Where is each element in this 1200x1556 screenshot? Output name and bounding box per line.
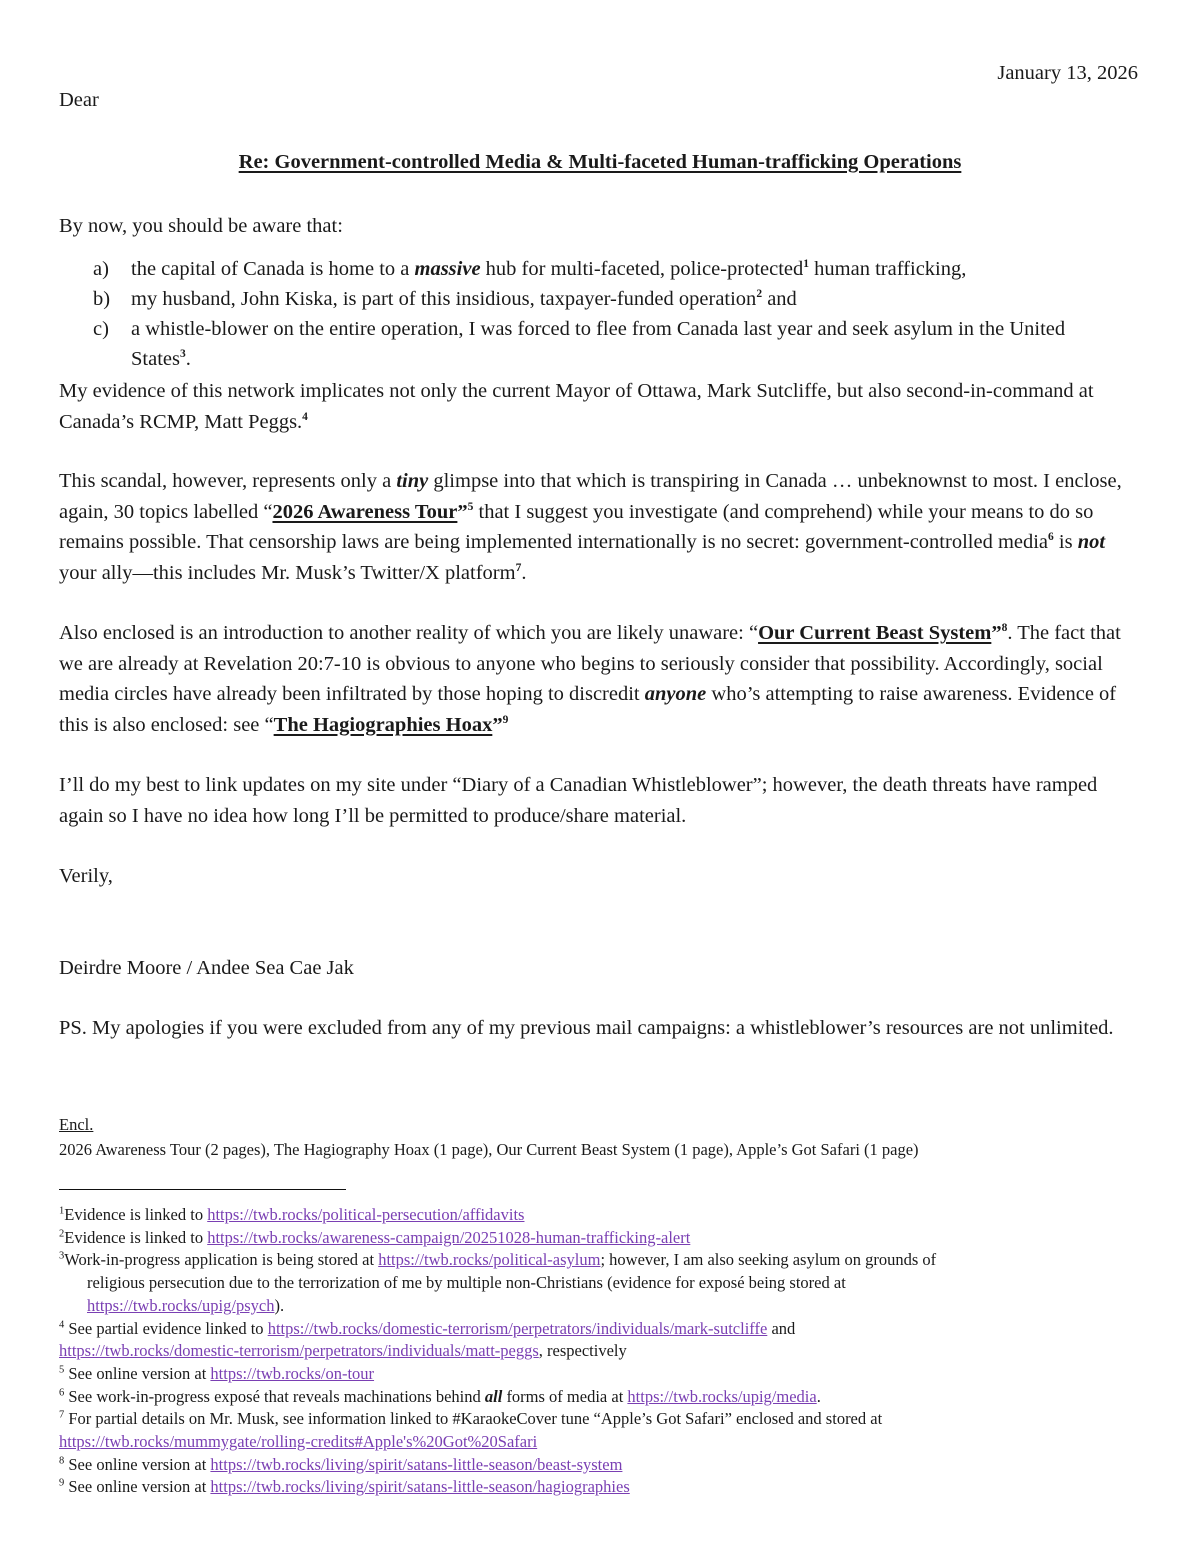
footnote-ref: 3 bbox=[179, 348, 186, 361]
enclosure-title: 2026 Awareness Tour bbox=[272, 500, 458, 523]
text-run: I’ll do my best to link updates on my site under “Diary of a Canadian Whistleblower”; however, the death threats have ramped again so I have no idea how long I’ll be permitted to produce/share material. bbox=[59, 774, 1098, 827]
text-run: my husband, John Kiska, is part of this insidious, taxpayer-funded operation bbox=[131, 288, 757, 310]
footnote-ref: 1 bbox=[803, 258, 810, 271]
text-run: See online version at bbox=[64, 1454, 211, 1474]
enclosure-title: The Hagiographies Hoax bbox=[273, 713, 493, 736]
footnote-5 bbox=[59, 1363, 1144, 1386]
text-run: forms of media at bbox=[502, 1386, 628, 1406]
awareness-list bbox=[93, 254, 1123, 374]
footnote-4-continued bbox=[59, 1340, 1144, 1363]
closing: Verily, bbox=[59, 865, 113, 887]
text-run: Evidence is linked to bbox=[64, 1227, 208, 1247]
footnote-ref: 5 bbox=[467, 500, 474, 513]
footnote-8 bbox=[59, 1454, 1144, 1477]
footnote-2 bbox=[59, 1227, 1144, 1250]
footnote-link[interactable]: https://twb.rocks/awareness-campaign/20251028-human-trafficking-alert bbox=[207, 1227, 691, 1247]
footnote-7-continued bbox=[59, 1431, 1144, 1454]
footnote-1 bbox=[59, 1204, 1144, 1227]
footnote-9 bbox=[59, 1476, 1144, 1499]
text-run: . The fact that we are already at Revelation 20:7-10 is obvious to anyone who begins to seriously consider that possibility. Accordingly, social media circles have already been infiltrated by those hoping to discredit bbox=[59, 622, 1121, 705]
text-run: ” bbox=[457, 500, 468, 523]
enclosure-list: 2026 Awareness Tour (2 pages), The Hagiography Hoax (1 page), Our Current Beast System (1 page), Apple’s Got Safari (1 page) bbox=[59, 1140, 919, 1159]
footnote-ref: 3 bbox=[59, 1250, 65, 1262]
footnote-4 bbox=[59, 1318, 1144, 1341]
text-run: human trafficking, bbox=[809, 258, 967, 280]
text-run: your ally—this includes Mr. Musk’s Twitter/X platform bbox=[59, 561, 516, 584]
footnote-ref: 4 bbox=[302, 410, 308, 423]
footnote-link[interactable]: https://twb.rocks/mummygate/rolling-credits#Apple's%20Got%20Safari bbox=[59, 1432, 538, 1452]
footnote-6 bbox=[59, 1386, 1144, 1409]
intro-paragraph: By now, you should be aware that: bbox=[59, 215, 343, 237]
footnote-ref: 4 bbox=[59, 1319, 65, 1331]
emphasis: not bbox=[1077, 531, 1106, 553]
updates-paragraph bbox=[59, 770, 1144, 831]
text-run: a whistle-blower on the entire operation, I was forced to flee from Canada last year and seek asylum in the United States bbox=[131, 318, 1066, 370]
text-run: religious persecution due to the terrorization of me by multiple non-Christians (evidence for exposé being stored at bbox=[87, 1273, 846, 1293]
footnote-ref: 2 bbox=[756, 288, 763, 301]
list-item bbox=[93, 254, 1123, 284]
footnote-ref: 9 bbox=[502, 713, 509, 726]
footnote-ref: 8 bbox=[59, 1455, 65, 1467]
signature: Deirdre Moore / Andee Sea Cae Jak bbox=[59, 957, 354, 979]
footnote-link[interactable]: https://twb.rocks/living/spirit/satans-little-season/beast-system bbox=[210, 1454, 623, 1474]
text-run: who’s attempting to raise awareness. Evidence of this is also enclosed: see “ bbox=[59, 683, 1117, 736]
text-run: that I suggest you investigate (and comprehend) while your means to do so remains possible. That censorship laws are being implemented internationally is no secret: government-controlled media bbox=[59, 500, 1094, 553]
footnote-ref: 2 bbox=[59, 1228, 65, 1240]
enclosure-title: Our Current Beast System bbox=[758, 622, 992, 644]
subject-line bbox=[0, 151, 1200, 174]
footnote-7 bbox=[59, 1408, 1144, 1431]
footnote-link[interactable]: https://twb.rocks/domestic-terrorism/perpetrators/individuals/matt-peggs bbox=[59, 1341, 539, 1361]
text-run: . bbox=[521, 561, 527, 584]
footnote-3 bbox=[59, 1249, 1144, 1272]
text-run: For partial details on Mr. Musk, see information linked to #KaraokeCover tune “Apple’s Got Safari” enclosed and stored at bbox=[64, 1409, 883, 1429]
text-run: My evidence of this network implicates not only the current Mayor of Ottawa, Mark Sutcliffe, but also second-in-command at Canada’s RCMP, Matt Peggs. bbox=[59, 380, 1094, 433]
text-run: ” bbox=[991, 622, 1002, 644]
footnote-link[interactable]: https://twb.rocks/political-persecution/affidavits bbox=[207, 1205, 525, 1224]
scandal-paragraph bbox=[59, 466, 1144, 588]
list-item-text bbox=[131, 284, 1123, 314]
text-run: ). bbox=[274, 1295, 285, 1315]
text-run: . bbox=[185, 348, 191, 370]
text-run: See online version at bbox=[64, 1363, 211, 1383]
text-run: . bbox=[816, 1386, 821, 1406]
evidence-paragraph bbox=[59, 376, 1144, 437]
text-run: See work-in-progress exposé that reveals machinations behind bbox=[64, 1386, 485, 1406]
enclosure-label: Encl. bbox=[59, 1115, 94, 1134]
list-item bbox=[93, 284, 1123, 314]
list-marker: a) bbox=[93, 258, 109, 280]
footnote-divider bbox=[59, 1189, 346, 1190]
footnote-ref: 6 bbox=[59, 1387, 65, 1399]
salutation: Dear bbox=[59, 89, 99, 111]
footnote-link[interactable]: https://twb.rocks/living/spirit/satans-little-season/hagiographies bbox=[210, 1477, 630, 1497]
footnote-ref: 6 bbox=[1048, 531, 1054, 544]
text-run: glimpse into that which is transpiring in Canada … unbeknownst to most. I enclose, again, 30 topics labelled “ bbox=[59, 470, 1122, 523]
list-item bbox=[93, 314, 1123, 374]
list-marker: c) bbox=[93, 318, 109, 340]
text-run: ” bbox=[492, 713, 503, 736]
list-item-text bbox=[131, 254, 1123, 284]
footnote-3-continued bbox=[59, 1272, 1144, 1295]
postscript: PS. My apologies if you were excluded from any of my previous mail campaigns: a whistleblower’s resources are not unlimited. bbox=[59, 1017, 1114, 1039]
footnote-link[interactable]: https://twb.rocks/upig/media bbox=[627, 1386, 817, 1406]
text-run: This scandal, however, represents only a bbox=[59, 470, 397, 492]
text-run: , respectively bbox=[538, 1341, 627, 1361]
text-run: the capital of Canada is home to a bbox=[131, 258, 415, 280]
text-run: hub for multi-faceted, police-protected bbox=[480, 258, 804, 280]
footnote-ref: 5 bbox=[59, 1364, 65, 1376]
emphasis: anyone bbox=[644, 683, 707, 705]
footnote-ref: 8 bbox=[1001, 622, 1008, 635]
text-run: ; however, I am also seeking asylum on grounds of bbox=[600, 1250, 937, 1270]
text-run: and bbox=[762, 288, 797, 310]
text-run: See online version at bbox=[64, 1477, 211, 1497]
letter-date: January 13, 2026 bbox=[997, 62, 1138, 84]
footnote-3-continued-2 bbox=[59, 1295, 1144, 1318]
footnotes bbox=[59, 1204, 1144, 1499]
text-run: and bbox=[767, 1318, 796, 1338]
text-run: is bbox=[1053, 531, 1078, 553]
subject-text: Re: Government-controlled Media & Multi-faceted Human-trafficking Operations bbox=[238, 151, 962, 173]
footnote-ref: 7 bbox=[515, 561, 522, 574]
text-run: Evidence is linked to bbox=[64, 1205, 208, 1224]
text-run: Also enclosed is an introduction to another reality of which you are likely unaware: “ bbox=[59, 622, 759, 644]
emphasis: massive bbox=[414, 258, 481, 280]
footnote-ref: 7 bbox=[59, 1409, 65, 1421]
footnote-ref: 9 bbox=[59, 1477, 65, 1489]
text-run: Work-in-progress application is being stored at bbox=[64, 1250, 379, 1270]
footnote-ref: 1 bbox=[59, 1205, 65, 1217]
list-marker: b) bbox=[93, 288, 111, 310]
footnote-link[interactable]: https://twb.rocks/on-tour bbox=[210, 1363, 375, 1383]
footnote-link[interactable]: https://twb.rocks/upig/psych bbox=[87, 1295, 275, 1315]
emphasis: all bbox=[484, 1386, 503, 1406]
text-run: See partial evidence linked to bbox=[64, 1318, 268, 1338]
footnote-link[interactable]: https://twb.rocks/political-asylum bbox=[378, 1250, 601, 1270]
beast-system-paragraph bbox=[59, 618, 1144, 740]
emphasis: tiny bbox=[396, 470, 429, 492]
footnote-link[interactable]: https://twb.rocks/domestic-terrorism/perpetrators/individuals/mark-sutcliffe bbox=[267, 1318, 768, 1338]
list-item-text bbox=[131, 314, 1123, 374]
